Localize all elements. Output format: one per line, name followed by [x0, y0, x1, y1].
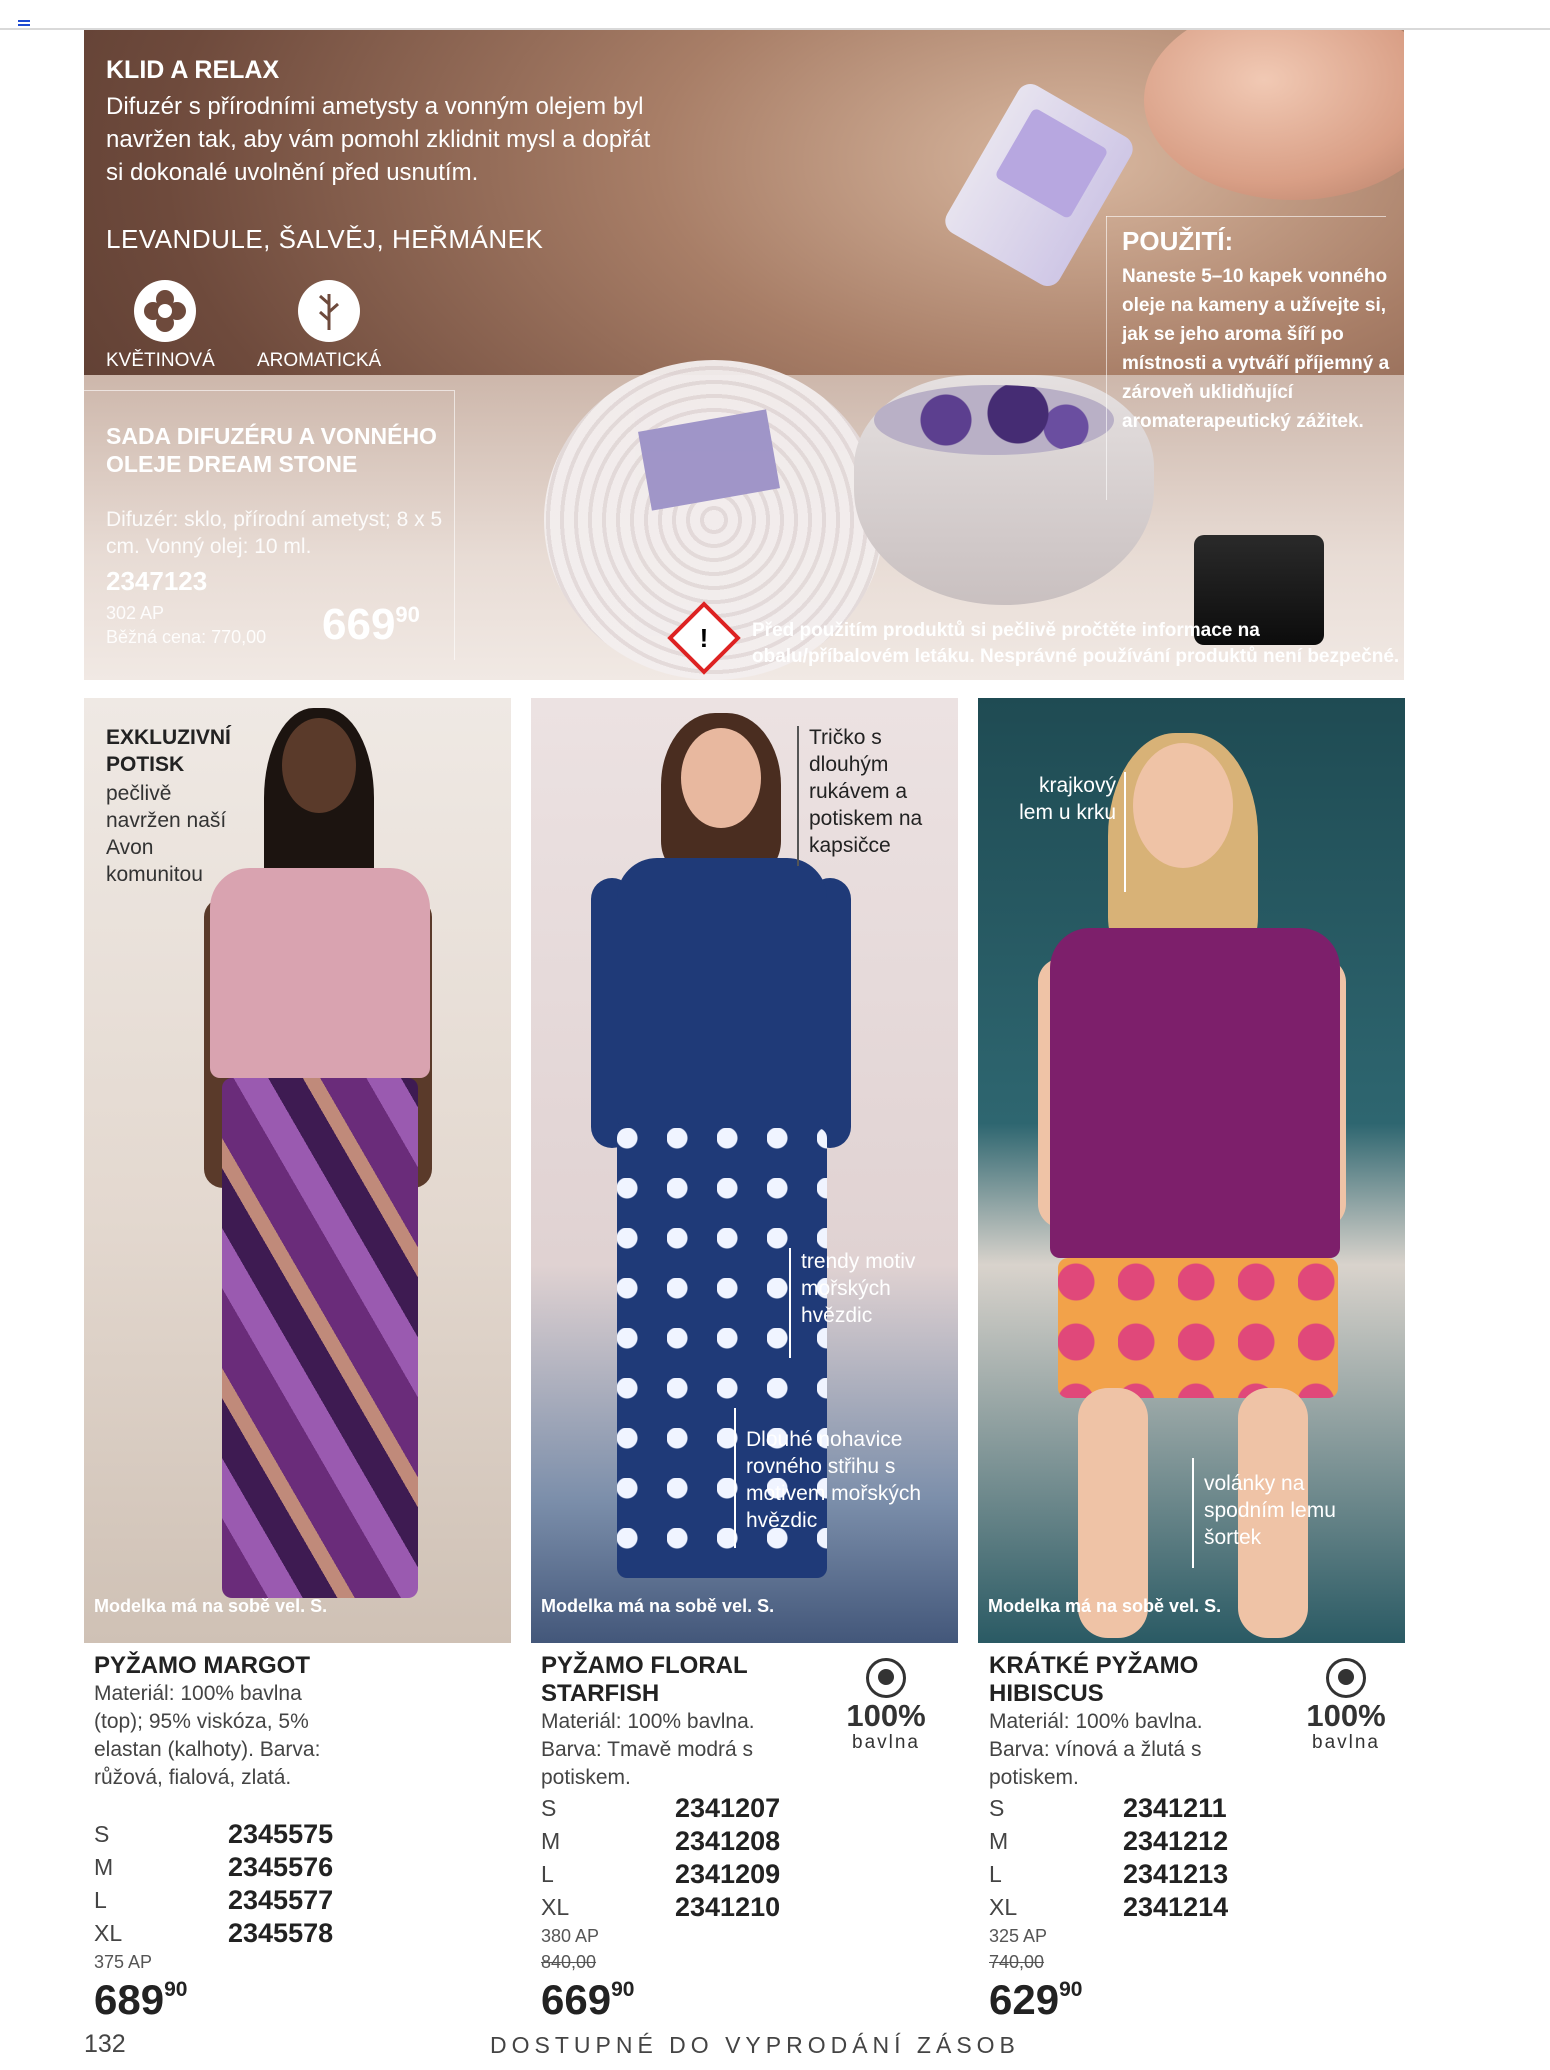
cotton-badge: 100% bavlna: [836, 1658, 936, 1754]
callout-line: [1192, 1458, 1194, 1568]
warning-text: Před použitím produktů si pečlivě pročtěte informace na obalu/příbalovém letáku. Nesprávné používání produktů není bezpečné.: [752, 620, 1400, 667]
hero-scents: LEVANDULE, ŠALVĚJ, HEŘMÁNEK: [106, 224, 544, 254]
product-price: $669^{90}$: [541, 1976, 635, 2023]
hero-product-name: SADA DIFUZÉRU A VONNÉHO OLEJE DREAM STONE: [106, 423, 437, 477]
model-size-caption: Modelka má na sobě vel. S.: [94, 1596, 328, 1616]
hero-product-code: 2347123: [106, 566, 208, 596]
size-row: M 2341212: [989, 1826, 1229, 1856]
hero-product-spec: Difuzér: sklo, přírodní ametyst; 8 x 5 cm. Vonný olej: 10 ml.: [106, 508, 443, 558]
usage-text: Naneste 5–10 kapek vonného oleje na kameny a užívejte si, jak se jeho aroma šíří po místnosti a vytváří příjemný a zároveň uklidňující aromaterapeutický zážitek.: [1122, 266, 1390, 432]
size-row: S 2341207: [541, 1793, 781, 1823]
model-size-caption: Modelka má na sobě vel. S.: [541, 1596, 775, 1616]
hero-price: $669^{90}$: [322, 600, 420, 649]
herb-icon: [298, 280, 360, 342]
size-row: S 2341211: [989, 1793, 1227, 1823]
hero-divider: [84, 390, 454, 391]
callout-starfish-motif: trendy motiv mořských hvězdic: [801, 1250, 916, 1327]
flower-icon: [134, 280, 196, 342]
product-photo-hibiscus: [978, 698, 1405, 1643]
callout-community: pečlivě navržen naší Avon komunitou: [106, 782, 227, 886]
product-photo-margot: [84, 698, 511, 1643]
size-row: L 2341209: [541, 1859, 781, 1889]
usage-divider: [1106, 216, 1107, 500]
hero-ap: 302 AP: [106, 603, 165, 623]
product-price: $689^{90}$: [94, 1976, 188, 2023]
cotton-badge: 100% bavlna: [1296, 1658, 1396, 1754]
amethyst-stones-image: [874, 385, 1114, 455]
cotton-icon: [866, 1658, 906, 1698]
callout-line: [797, 726, 799, 866]
callout-line: [789, 1248, 791, 1358]
product-description: Materiál: 100% bavlna (top); 95% viskóza, 5% elastan (kalhoty). Barva: růžová, fialová, zlatá.: [94, 1682, 321, 1789]
oil-bottle-image: [940, 79, 1138, 291]
size-row: S 2345575: [94, 1819, 334, 1849]
product-description: Materiál: 100% bavlna. Barva: vínová a žlutá s potiskem.: [989, 1710, 1203, 1789]
size-row: XL 2341210: [541, 1892, 781, 1922]
size-row: M 2345576: [94, 1852, 334, 1882]
cotton-icon: [1326, 1658, 1366, 1698]
page-number: 132: [84, 2030, 126, 2058]
callout-line: [1124, 772, 1126, 892]
callout-lace-neck: krajkový lem u krku: [1019, 774, 1116, 824]
size-row: L 2345577: [94, 1885, 334, 1915]
product-name: PYŽAMO MARGOT: [94, 1652, 310, 1679]
hero-description: Difuzér s přírodními ametysty a vonným olejem byl navržen tak, aby vám pomohl zklidnit mysl a dopřát si dokonalé uvolnění před usnutím.: [106, 93, 651, 186]
menu-icon[interactable]: [18, 20, 30, 28]
model-size-caption: Modelka má na sobě vel. S.: [988, 1596, 1222, 1616]
hero-regular-price: Běžná cena: 770,00: [106, 627, 267, 647]
ap-points: 375 AP: [94, 1952, 153, 1972]
usage-divider: [1106, 216, 1386, 217]
aromatic-label: AROMATICKÁ: [257, 350, 382, 371]
hero-title: KLID A RELAX: [106, 56, 280, 84]
size-list: [94, 1818, 333, 1950]
size-row: XL 2345578: [94, 1918, 334, 1948]
hand-image: [1144, 30, 1404, 200]
callout-ruffles: volánky na spodním lemu šortek: [1204, 1472, 1336, 1549]
size-list: [989, 1792, 1228, 1924]
callout-long-sleeve: Tričko s dlouhým rukávem a potiskem na kapsičce: [809, 726, 923, 857]
size-row: M 2341208: [541, 1826, 781, 1856]
product-name: KRÁTKÉ PYŽAMO HIBISCUS: [989, 1652, 1199, 1707]
floral-label: KVĚTINOVÁ: [106, 350, 215, 371]
callout-line: [734, 1408, 736, 1548]
product-price: $629^{90}$: [989, 1976, 1083, 2023]
callout-straight-leg: Dlouhé nohavice rovného střihu s motivem mořských hvězdic: [746, 1428, 922, 1532]
old-price: 840,00: [541, 1952, 597, 1972]
product-photo-starfish: [531, 698, 958, 1643]
size-row: XL 2341214: [989, 1892, 1229, 1922]
size-list: [541, 1792, 780, 1924]
footer-note: DOSTUPNÉ DO VYPRODÁNÍ ZÁSOB: [490, 2032, 1020, 2058]
product-name: PYŽAMO FLORAL STARFISH: [541, 1652, 748, 1707]
old-price: 740,00: [989, 1952, 1045, 1972]
ap-points: 380 AP: [541, 1926, 600, 1946]
callout-exclusive: EXKLUZIVNÍ POTISK: [106, 726, 231, 776]
warning-icon: !: [667, 601, 741, 675]
size-row: L 2341213: [989, 1859, 1229, 1889]
usage-title: POUŽITÍ:: [1122, 226, 1234, 256]
product-description: Materiál: 100% bavlna. Barva: Tmavě modrá s potiskem.: [541, 1710, 755, 1789]
ap-points: 325 AP: [989, 1926, 1048, 1946]
